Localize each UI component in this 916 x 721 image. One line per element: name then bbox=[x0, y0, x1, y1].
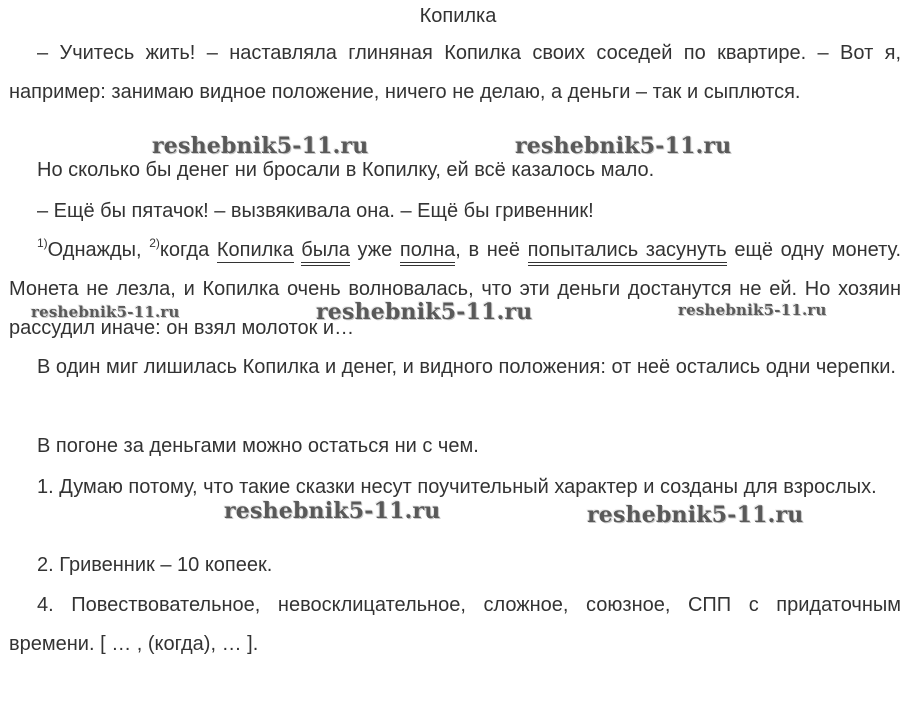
answer-1: 1. Думаю потому, что такие сказки несут поучительный характер и созданы для взрослых. bbox=[37, 476, 877, 498]
paragraph-1: – Учитесь жить! – наставляла глиняная Копилка своих соседей по квартире. – Вот я, например: занимаю видное положение, ничего не делаю, а деньги – так и сыплются. bbox=[9, 42, 901, 103]
paragraph-4-analyzed bbox=[9, 231, 901, 348]
sentence-part-marker-1: 1) bbox=[37, 236, 48, 250]
watermark: reshebnik5-11.ru bbox=[587, 502, 804, 528]
text-segment: когда bbox=[159, 239, 217, 261]
subject-underlined: Копилка bbox=[216, 239, 294, 261]
paragraph-5: В один миг лишилась Копилка и денег, и видного положения: от неё остались одни черепки. bbox=[37, 356, 896, 378]
watermark: reshebnik5-11.ru bbox=[316, 299, 533, 325]
answer-2: 2. Гривенник – 10 копеек. bbox=[37, 554, 273, 576]
predicate-underlined: попытались засунуть bbox=[528, 239, 727, 266]
paragraph-2: Но сколько бы денег ни бросали в Копилку, ей всё казалось мало. bbox=[37, 159, 655, 181]
watermark: reshebnik5-11.ru bbox=[678, 301, 827, 319]
text-segment: , в неё bbox=[455, 239, 528, 261]
sentence-part-marker-2: 2) bbox=[149, 236, 160, 250]
story-title: Копилка bbox=[419, 5, 497, 27]
paragraph-3: – Ещё бы пятачок! – вызвякивала она. – Ещё бы гривенник! bbox=[37, 200, 594, 222]
text-segment: Однажды, bbox=[47, 239, 150, 261]
text-segment: уже bbox=[349, 239, 400, 261]
watermark: reshebnik5-11.ru bbox=[515, 133, 732, 159]
watermark: reshebnik5-11.ru bbox=[152, 133, 369, 159]
paragraph-6: В погоне за деньгами можно остаться ни с чем. bbox=[37, 435, 479, 457]
predicate-underlined: была bbox=[301, 239, 350, 266]
watermark: reshebnik5-11.ru bbox=[31, 303, 180, 321]
answer-4: 4. Повествовательное, невосклицательное, сложное, союзное, СПП с придаточным времени. [ … , (когда), … ]. bbox=[9, 594, 901, 655]
predicate-underlined: полна bbox=[400, 239, 455, 266]
text-segment: ещё одну монету. Монета не лезла, и Копилка очень волновалась, что эти деньги достанутся не ей. Но хозяин рассудил иначе: он взял молоток и… bbox=[9, 239, 902, 339]
watermark: reshebnik5-11.ru bbox=[224, 498, 441, 524]
